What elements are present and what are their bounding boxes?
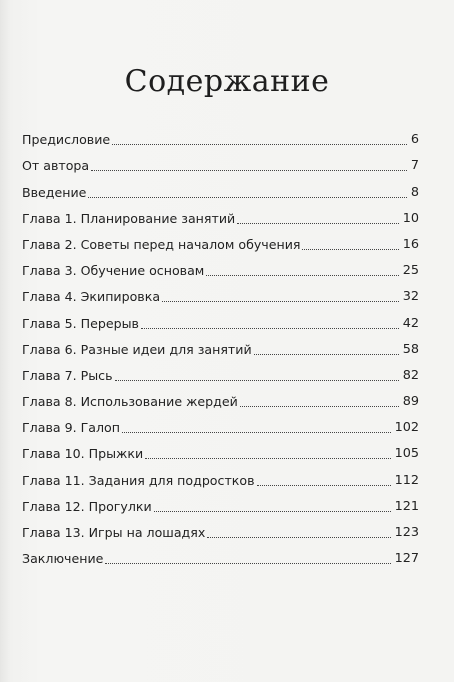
toc-entry-label: Глава 5. Перерыв <box>22 315 139 331</box>
toc-entry-label: Глава 8. Использование жердей <box>22 394 238 410</box>
dot-leader <box>154 497 391 517</box>
toc-entry-label: Введение <box>22 184 87 200</box>
toc-row[interactable] <box>22 360 419 386</box>
toc-row[interactable] <box>22 124 419 150</box>
toc-page-number: 123 <box>394 525 419 540</box>
toc-page-number: 89 <box>402 394 419 410</box>
toc-page-number: 102 <box>394 420 419 436</box>
toc-row[interactable] <box>22 203 419 229</box>
dot-leader <box>206 261 398 281</box>
toc-row[interactable] <box>22 281 419 307</box>
dot-leader <box>122 418 391 438</box>
dot-leader <box>207 523 390 543</box>
toc-entry-label: От автора <box>22 158 90 174</box>
toc-row[interactable] <box>22 176 419 202</box>
dot-leader <box>162 287 399 307</box>
dot-leader <box>240 392 399 412</box>
dot-leader <box>112 130 407 150</box>
toc-row[interactable] <box>22 491 419 517</box>
toc-page-number: 16 <box>402 236 419 252</box>
toc-page-number: 32 <box>402 289 419 305</box>
dot-leader <box>257 471 391 491</box>
table-of-contents <box>22 124 419 569</box>
toc-page-number: 6 <box>410 132 419 148</box>
toc-row[interactable] <box>22 334 419 360</box>
toc-entry-label: Заключение <box>22 551 104 567</box>
dot-leader <box>105 549 390 569</box>
toc-row[interactable] <box>22 386 419 412</box>
dot-leader <box>302 235 398 255</box>
toc-page-number: 58 <box>402 341 419 357</box>
toc-row[interactable] <box>22 307 419 333</box>
dot-leader <box>115 366 399 386</box>
toc-page-number: 8 <box>410 184 419 200</box>
toc-page-number: 42 <box>402 315 419 331</box>
toc-row[interactable] <box>22 412 419 438</box>
toc-entry-label: Глава 7. Рысь <box>22 367 113 383</box>
toc-page-number: 82 <box>402 367 419 383</box>
toc-page-number: 7 <box>410 158 419 174</box>
toc-page-number: 127 <box>394 551 419 567</box>
toc-page-number: 105 <box>394 446 419 462</box>
dot-leader <box>145 444 390 464</box>
toc-entry-label: Глава 6. Разные идеи для занятий <box>22 341 252 357</box>
toc-entry-label: Глава 2. Советы перед началом обучения <box>22 236 301 252</box>
toc-row[interactable] <box>22 229 419 255</box>
toc-entry-label: Предисловие <box>22 132 111 148</box>
toc-row[interactable] <box>22 543 419 569</box>
toc-entry-label: Глава 11. Задания для подростков <box>22 472 255 488</box>
dot-leader <box>91 156 407 176</box>
toc-page-number: 10 <box>402 210 419 226</box>
toc-row[interactable] <box>22 438 419 464</box>
dot-leader <box>88 183 406 203</box>
toc-entry-label: Глава 4. Экипировка <box>22 289 161 305</box>
toc-row[interactable] <box>22 150 419 176</box>
page-title: Содержание <box>124 64 330 99</box>
dot-leader <box>237 209 399 229</box>
toc-row[interactable] <box>22 255 419 281</box>
toc-entry-label: Глава 12. Прогулки <box>22 498 152 514</box>
toc-row[interactable] <box>22 517 419 543</box>
toc-page-number: 121 <box>394 498 419 514</box>
toc-entry-label: Глава 1. Планирование занятий <box>22 210 236 226</box>
dot-leader <box>141 314 399 334</box>
toc-entry-label: Глава 10. Прыжки <box>22 446 144 462</box>
toc-entry-label: Глава 9. Галоп <box>22 420 120 436</box>
dot-leader <box>254 340 399 360</box>
toc-entry-label: Глава 3. Обучение основам <box>22 263 205 279</box>
toc-page-number: 25 <box>402 263 419 279</box>
toc-page-number: 112 <box>394 472 419 488</box>
toc-row[interactable] <box>22 464 419 490</box>
toc-entry-label: Глава 13. Игры на лошадях <box>22 525 206 540</box>
